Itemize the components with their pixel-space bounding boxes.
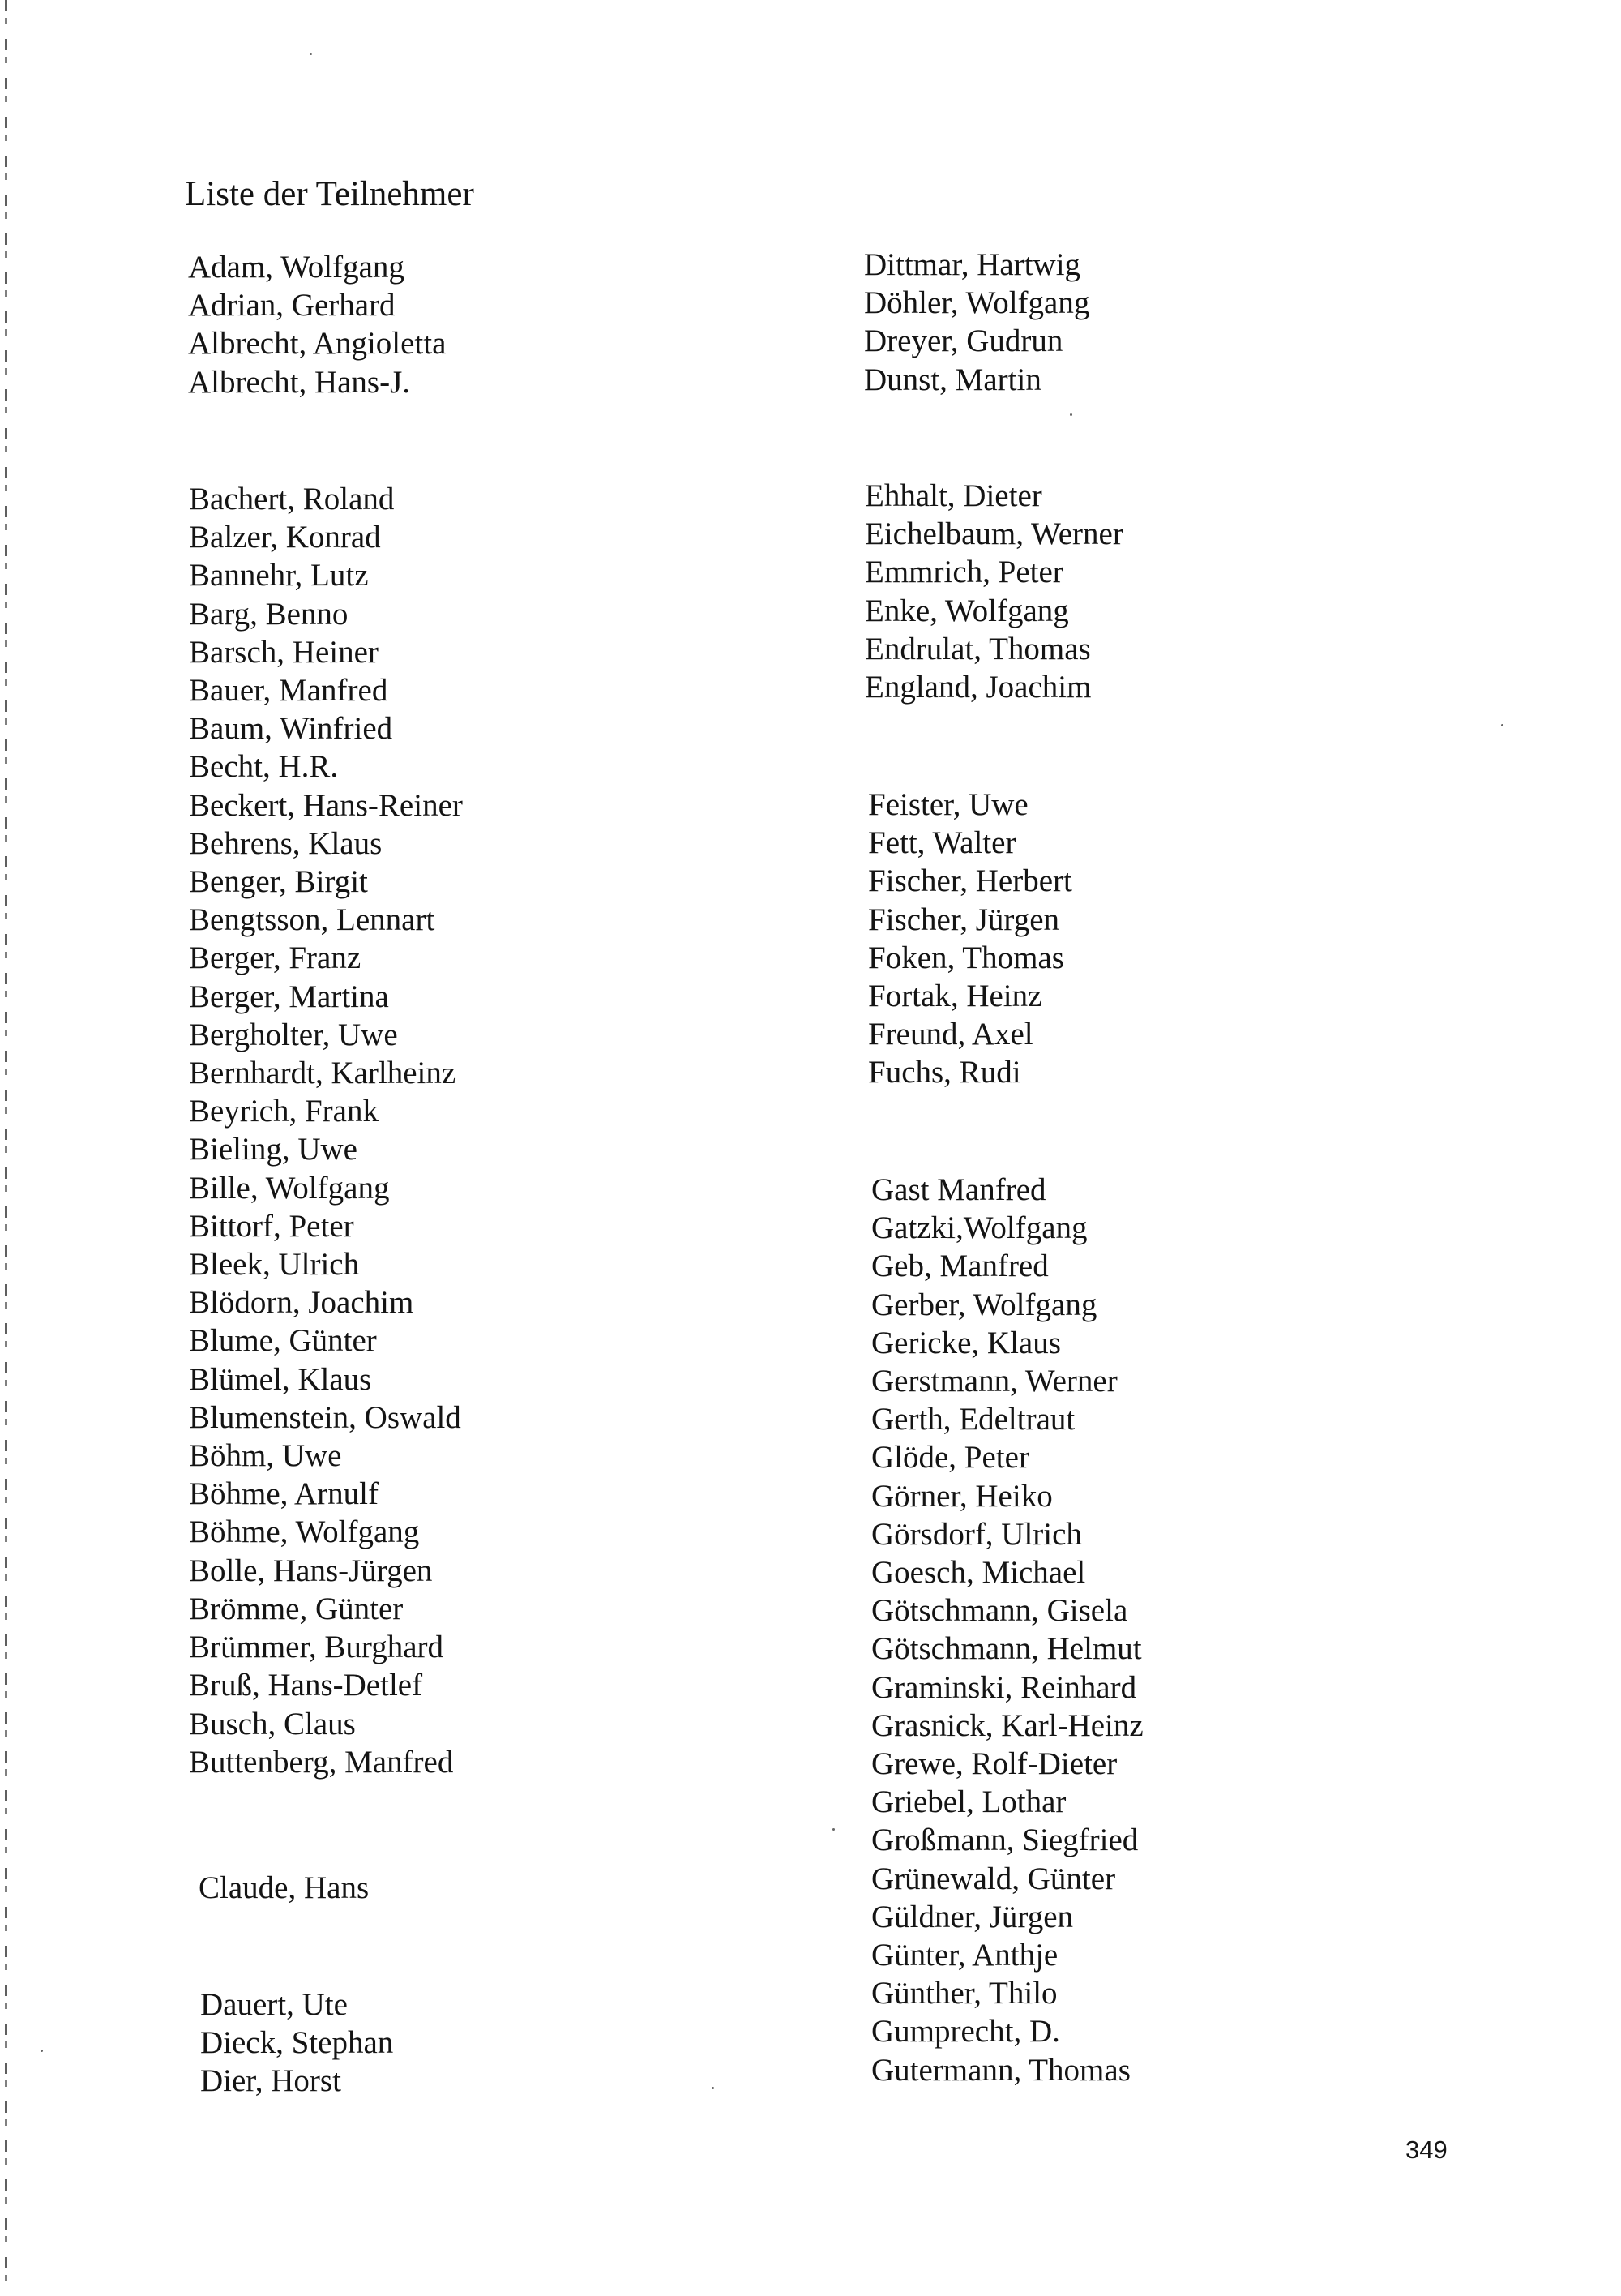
participant-name: Goesch, Michael (871, 1555, 1086, 1591)
participant-name: Fuchs, Rudi (868, 1055, 1021, 1090)
participant-name: Gerstmann, Werner (871, 1364, 1118, 1399)
participant-name: Dauert, Ute (200, 1987, 348, 2022)
participant-name: Grünewald, Günter (871, 1861, 1116, 1896)
participant-name: Blümel, Klaus (189, 1361, 372, 1397)
participant-name: Böhme, Wolfgang (189, 1514, 420, 1550)
participant-name: Balzer, Konrad (189, 520, 381, 555)
participant-group-e (865, 477, 1123, 706)
participant-name: Bauer, Manfred (189, 673, 388, 709)
participant-name: Böhme, Arnulf (189, 1476, 379, 1512)
scan-speck (310, 53, 312, 55)
participant-name: Endrulat, Thomas (865, 631, 1091, 666)
participant-name: Grasnick, Karl-Heinz (871, 1707, 1144, 1743)
participant-name: Blumenstein, Oswald (189, 1399, 461, 1435)
participant-name: Gatzki,Wolfgang (871, 1210, 1088, 1246)
participant-name: Foken, Thomas (868, 940, 1064, 975)
participant-name: Graminski, Reinhard (871, 1669, 1137, 1705)
scan-speck (832, 1828, 835, 1831)
participant-name: Busch, Claus (189, 1706, 356, 1741)
participant-name: Bruß, Hans-Detlef (189, 1668, 423, 1703)
participant-name: Dittmar, Hartwig (864, 247, 1081, 282)
participant-name: Albrecht, Hans-J. (188, 364, 411, 400)
scan-speck (712, 2087, 714, 2089)
scan-edge-shadow (5, 0, 7, 2296)
scan-speck (1501, 724, 1503, 726)
participant-name: Gumprecht, D. (871, 2014, 1060, 2050)
participant-name: Dreyer, Gudrun (864, 323, 1063, 359)
participant-group-b (189, 480, 463, 1781)
participant-name: Beckert, Hans-Reiner (189, 787, 463, 823)
participant-name: Blödorn, Joachim (189, 1285, 414, 1321)
participant-name: Brömme, Günter (189, 1591, 404, 1626)
participant-name: Beyrich, Frank (189, 1094, 379, 1129)
participant-name: Adam, Wolfgang (188, 250, 404, 285)
participant-name: Bieling, Uwe (189, 1132, 357, 1167)
participant-name: Fischer, Herbert (868, 863, 1072, 899)
participant-name: Buttenberg, Manfred (189, 1744, 454, 1780)
participant-group-c (199, 1869, 369, 1907)
participant-name: Bernhardt, Karlheinz (189, 1056, 456, 1091)
participant-name: Claude, Hans (199, 1870, 370, 1905)
participant-name: Ehhalt, Dieter (865, 478, 1042, 513)
participant-name: Görsdorf, Ulrich (871, 1516, 1082, 1552)
participant-name: Grewe, Rolf-Dieter (871, 1746, 1118, 1782)
page-title: Liste der Teilnehmer (185, 175, 474, 213)
participant-name: Eichelbaum, Werner (865, 516, 1123, 552)
participant-name: Döhler, Wolfgang (864, 285, 1090, 321)
participant-name: Günter, Anthje (871, 1938, 1059, 1973)
participant-name: Böhm, Uwe (189, 1438, 342, 1474)
participant-name: Geb, Manfred (871, 1249, 1049, 1284)
participant-name: Berger, Franz (189, 940, 361, 976)
participant-name: Glöde, Peter (871, 1440, 1029, 1476)
participant-name: Albrecht, Angioletta (188, 326, 447, 362)
participant-name: Bachert, Roland (189, 482, 395, 516)
participant-name: Dier, Horst (200, 2063, 341, 2099)
participant-name: Gerber, Wolfgang (871, 1287, 1097, 1322)
participant-name: Bleek, Ulrich (189, 1247, 360, 1283)
participant-group-d-right (864, 246, 1089, 399)
participant-name: Dunst, Martin (864, 362, 1041, 397)
participant-name: Gutermann, Thomas (871, 2052, 1131, 2088)
participant-name: Gerth, Edeltraut (871, 1402, 1076, 1437)
participant-name: Bolle, Hans-Jürgen (189, 1553, 433, 1588)
participant-name: Barsch, Heiner (189, 634, 379, 670)
participant-group-f (868, 786, 1072, 1092)
participant-name: Emmrich, Peter (865, 555, 1063, 590)
participant-name: Griebel, Lothar (871, 1784, 1067, 1820)
scan-speck (1070, 413, 1072, 416)
participant-group-d-left (200, 1985, 393, 2101)
participant-name: Götschmann, Gisela (871, 1593, 1128, 1629)
participant-name: Gast Manfred (871, 1172, 1046, 1207)
participant-name: Fortak, Heinz (868, 979, 1042, 1014)
scan-speck (41, 2050, 43, 2052)
participant-name: Bille, Wolfgang (189, 1170, 390, 1206)
participant-name: Großmann, Siegfried (871, 1823, 1139, 1858)
participant-name: Güldner, Jürgen (871, 1899, 1074, 1934)
participant-name: Becht, H.R. (189, 749, 339, 785)
participant-name: Günther, Thilo (871, 1976, 1058, 2011)
participant-group-g (871, 1171, 1144, 2089)
participant-name: Benger, Birgit (189, 864, 368, 900)
participant-name: Fett, Walter (868, 825, 1016, 861)
participant-name: Götschmann, Helmut (871, 1631, 1142, 1667)
participant-name: Bittorf, Peter (189, 1208, 354, 1244)
participant-name: Berger, Martina (189, 979, 389, 1014)
participant-group-a (188, 248, 446, 401)
participant-name: Fischer, Jürgen (868, 902, 1060, 937)
participant-name: Adrian, Gerhard (188, 288, 396, 323)
page-number: 349 (1405, 2135, 1448, 2164)
participant-name: Dieck, Stephan (200, 2025, 394, 2061)
participant-name: Brümmer, Burghard (189, 1630, 443, 1665)
participant-name: England, Joachim (865, 670, 1092, 705)
participant-name: Freund, Axel (868, 1017, 1033, 1052)
participant-name: Gericke, Klaus (871, 1325, 1061, 1360)
participant-name: Behrens, Klaus (189, 825, 383, 861)
participant-name: Barg, Benno (189, 596, 349, 632)
participant-name: Bannehr, Lutz (189, 558, 369, 593)
participant-name: Feister, Uwe (868, 787, 1029, 822)
participant-name: Blume, Günter (189, 1323, 377, 1359)
participant-name: Bergholter, Uwe (189, 1017, 398, 1052)
participant-name: Baum, Winfried (189, 711, 393, 747)
participant-name: Enke, Wolfgang (865, 593, 1069, 628)
participant-name: Görner, Heiko (871, 1478, 1053, 1514)
participant-name: Bengtsson, Lennart (189, 902, 435, 938)
